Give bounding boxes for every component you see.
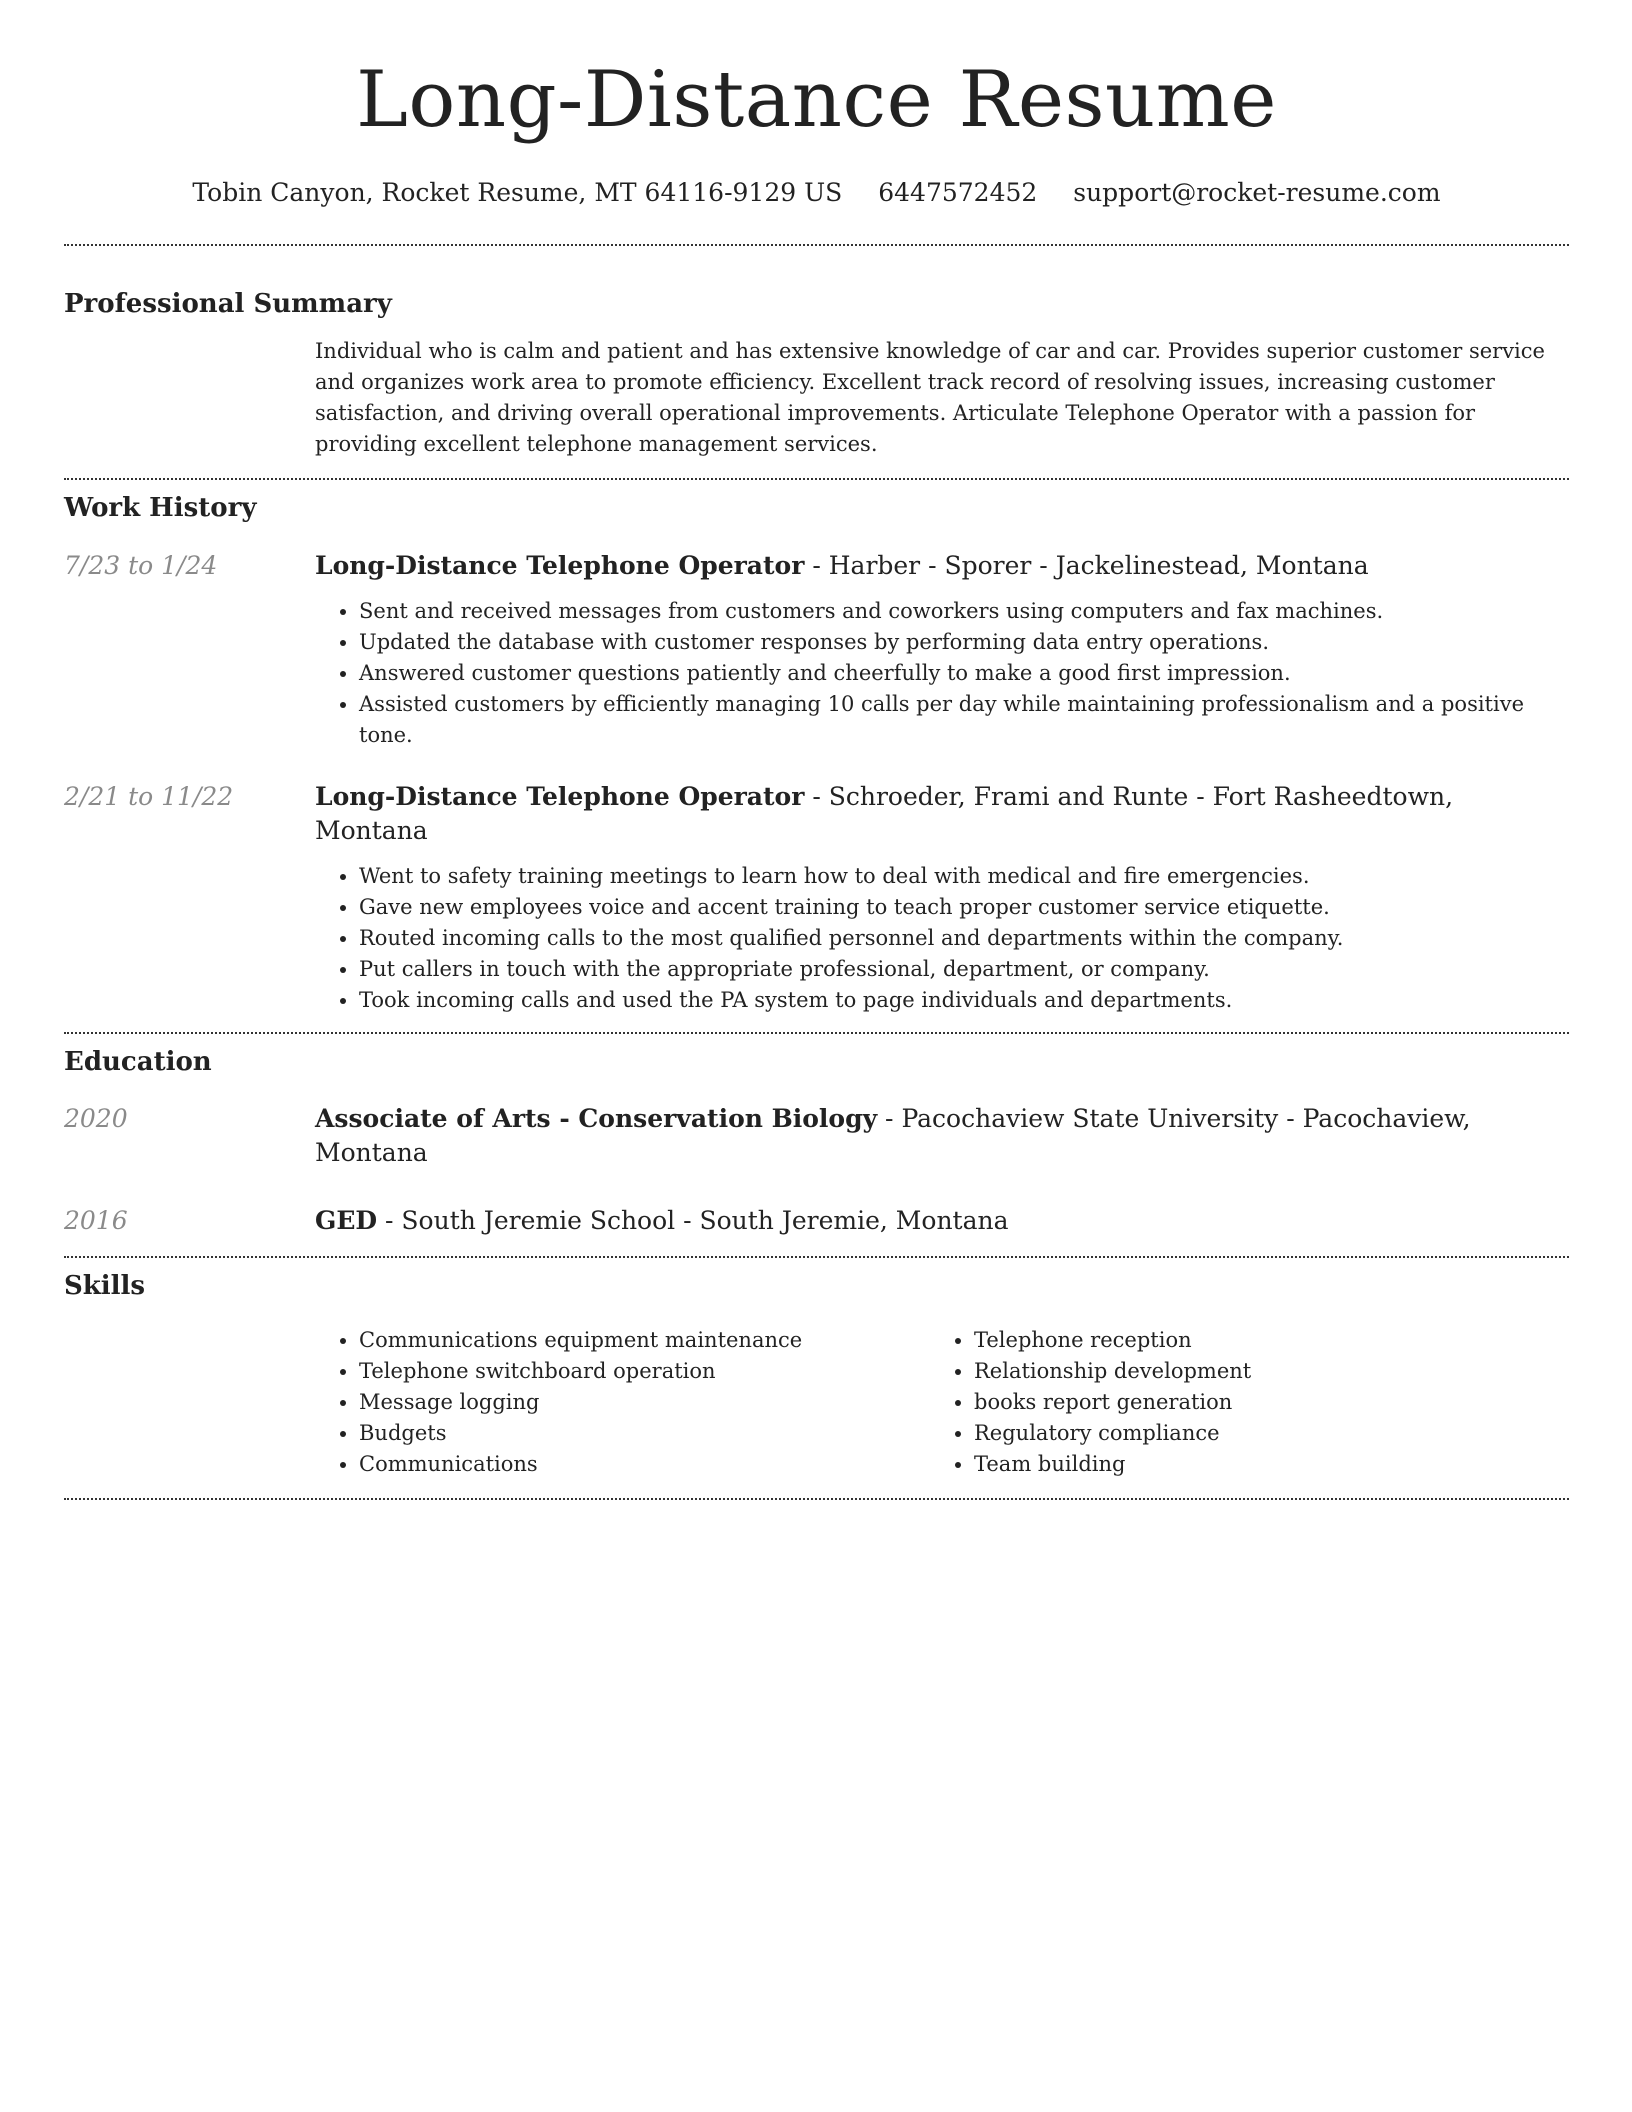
skills-grid bbox=[315, 1325, 1569, 1480]
skills-row bbox=[64, 1325, 1569, 1480]
section-title-skills: Skills bbox=[64, 1271, 146, 1301]
divider bbox=[64, 1498, 1569, 1500]
education-details: - Pacochaview State University - Pacochaview, Montana bbox=[315, 1104, 1471, 1167]
list-item: • Sent and received messages from customers and coworkers using computers and fax machines. bbox=[359, 596, 1569, 627]
divider bbox=[64, 478, 1569, 480]
job-header bbox=[315, 549, 1569, 583]
education-year: 2020 bbox=[64, 1104, 128, 1133]
education-header bbox=[315, 1204, 1569, 1238]
education-degree: GED bbox=[315, 1206, 378, 1235]
list-item: • Put callers in touch with the appropriate professional, department, or company. bbox=[359, 954, 1569, 985]
list-item: • Assisted customers by efficiently managing 10 calls per day while maintaining professionalism and a positive tone. bbox=[359, 689, 1569, 751]
job-dates: 2/21 to 11/22 bbox=[64, 782, 234, 811]
list-item: • Telephone switchboard operation bbox=[359, 1356, 930, 1387]
summary-text: Individual who is calm and patient and has extensive knowledge of car and car. Provides superior customer service and organizes work area to promote efficiency. Excellent track record of resolving issues, increasing customer satisfaction, and driving overall operational improvements. Articulate Telephone Operator with a passion for providing excellent telephone management services. bbox=[315, 339, 1545, 456]
list-item: • Updated the database with customer responses by performing data entry operations. bbox=[359, 627, 1569, 658]
list-item: • Routed incoming calls to the most qualified personnel and departments within the company. bbox=[359, 923, 1569, 954]
list-item: • Budgets bbox=[359, 1418, 930, 1449]
list-item: • Communications bbox=[359, 1449, 930, 1480]
job-details: - Harber - Sporer - Jackelinestead, Montana bbox=[804, 551, 1369, 580]
section-title-education: Education bbox=[64, 1047, 212, 1077]
education-details: - South Jeremie School - South Jeremie, Montana bbox=[377, 1206, 1009, 1235]
resume-title: Long-Distance Resume bbox=[356, 55, 1277, 145]
list-item: • Took incoming calls and used the PA system to page individuals and departments. bbox=[359, 985, 1569, 1016]
list-item: • Telephone reception bbox=[974, 1325, 1545, 1356]
summary-row bbox=[64, 336, 1569, 460]
list-item: • Regulatory compliance bbox=[974, 1418, 1545, 1449]
education-entry bbox=[64, 1204, 1569, 1238]
job-duties bbox=[315, 596, 1569, 751]
contact-email: support@rocket-resume.com bbox=[1073, 178, 1441, 207]
education-entry bbox=[64, 1102, 1569, 1170]
list-item: • Relationship development bbox=[974, 1356, 1545, 1387]
list-item: • Answered customer questions patiently and cheerfully to make a good first impression. bbox=[359, 658, 1569, 689]
job-details: - Schroeder, Frami and Runte - Fort Rasheedtown, Montana bbox=[315, 782, 1454, 845]
section-title-summary: Professional Summary bbox=[64, 289, 392, 319]
list-item: • Message logging bbox=[359, 1387, 930, 1418]
divider bbox=[64, 1032, 1569, 1034]
education-header bbox=[315, 1102, 1569, 1170]
list-item: • Went to safety training meetings to learn how to deal with medical and fire emergencies. bbox=[359, 861, 1569, 892]
contact-phone: 6447572452 bbox=[878, 178, 1038, 207]
contact-line bbox=[64, 176, 1569, 210]
job-entry bbox=[64, 780, 1569, 1016]
divider bbox=[64, 244, 1569, 246]
list-item: • Team building bbox=[974, 1449, 1545, 1480]
job-role: Long-Distance Telephone Operator bbox=[315, 782, 805, 811]
contact-address: Tobin Canyon, Rocket Resume, MT 64116-9129 US bbox=[192, 178, 843, 207]
job-header bbox=[315, 780, 1569, 848]
job-dates: 7/23 to 1/24 bbox=[64, 551, 218, 580]
job-entry bbox=[64, 549, 1569, 751]
list-item: • Gave new employees voice and accent training to teach proper customer service etiquette. bbox=[359, 892, 1569, 923]
section-title-work: Work History bbox=[64, 493, 257, 523]
list-item: • Communications equipment maintenance bbox=[359, 1325, 930, 1356]
skills-column-1 bbox=[315, 1325, 930, 1480]
job-role: Long-Distance Telephone Operator bbox=[315, 551, 805, 580]
education-degree: Associate of Arts - Conservation Biology bbox=[315, 1104, 878, 1133]
list-item: • books report generation bbox=[974, 1387, 1545, 1418]
resume-page bbox=[64, 0, 1569, 1500]
divider bbox=[64, 1256, 1569, 1258]
skills-column-2 bbox=[930, 1325, 1545, 1480]
education-year: 2016 bbox=[64, 1206, 128, 1235]
job-duties bbox=[315, 861, 1569, 1016]
